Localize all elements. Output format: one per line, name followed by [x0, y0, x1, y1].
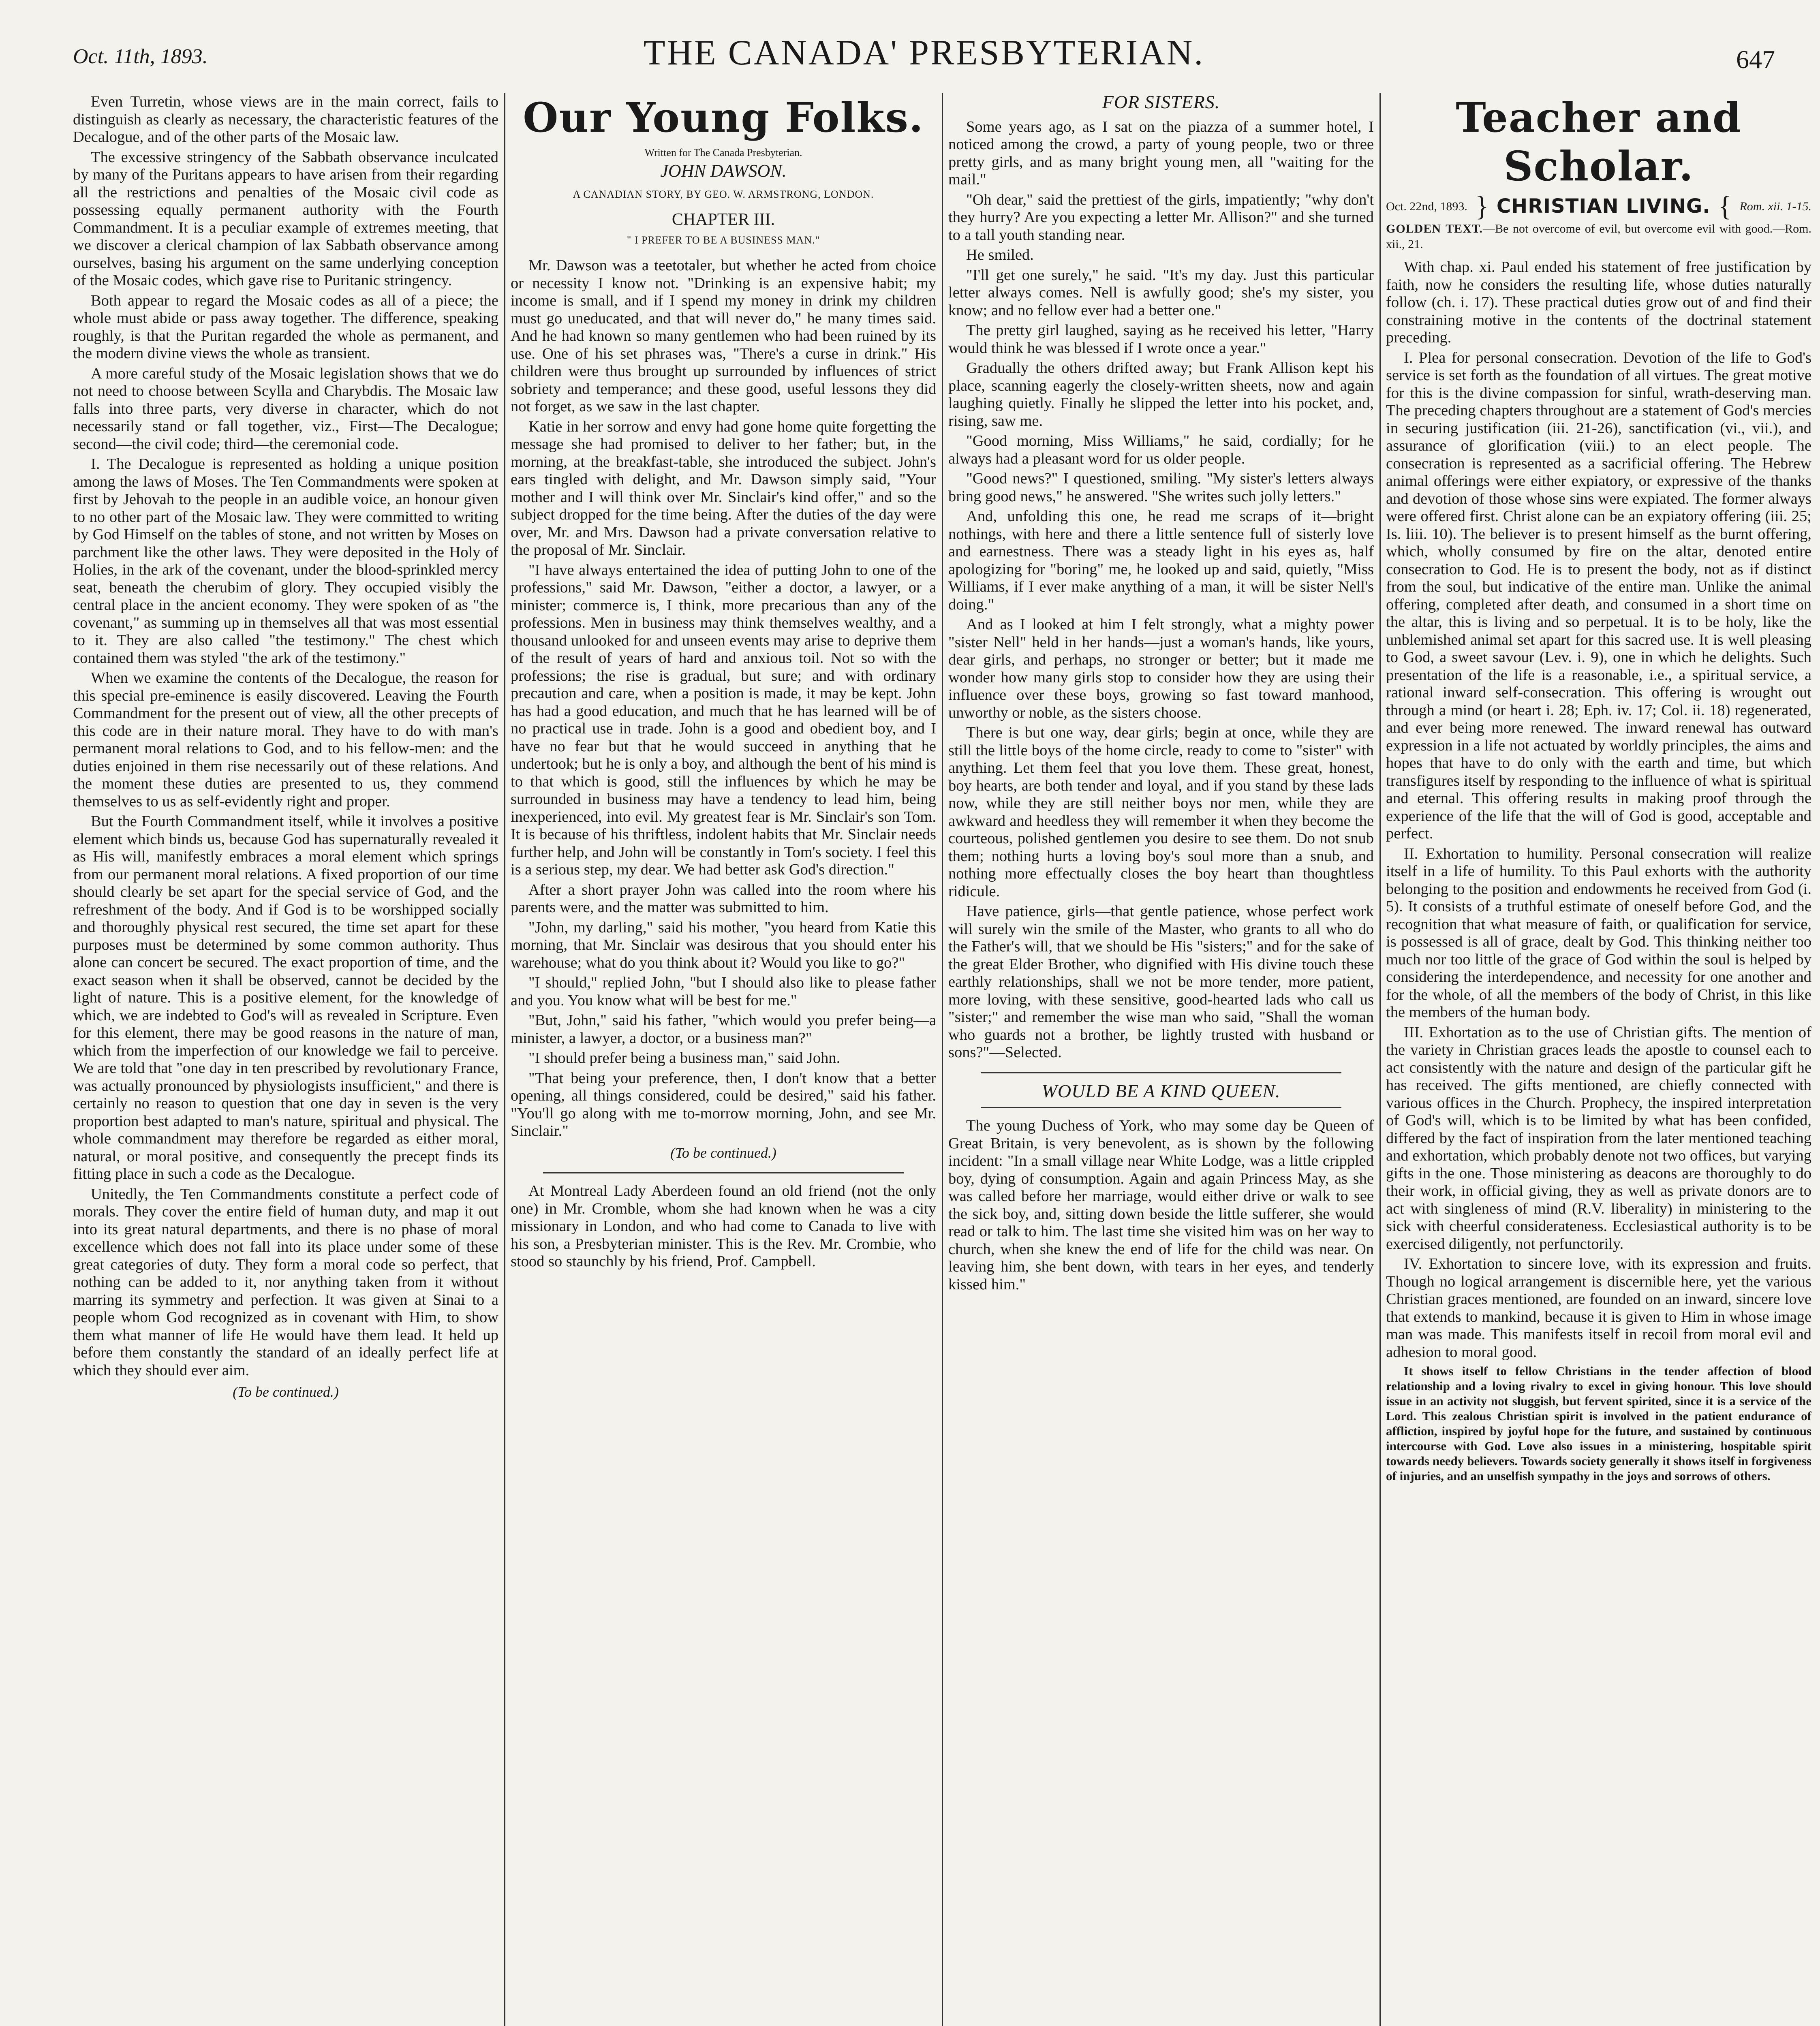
paragraph: With chap. xi. Paul ended his statement of free justification by faith, now he considers the resulting life, whose duties naturally follow (ch. i. 17). These practical duties grow out of and find their constraining motive in the contents of the doctrinal statement preceding.	[1386, 259, 1811, 346]
lesson-header	[1386, 191, 1811, 222]
lesson-date: Oct. 22nd, 1893.	[1386, 200, 1467, 213]
lesson-title: CHRISTIAN LIVING.	[1496, 195, 1711, 218]
column-divider	[942, 93, 943, 2026]
paragraph: Mr. Dawson was a teetotaler, but whether he acted from choice or necessity I know not. "Drinking is an expensive habit; my income is small, and if I spend my money in drink my children must go uneducated, and that will never do," he many times said. And he had known so many gentlemen who had been ruined by its use. One of his set phrases was, "There's a curse in drink." His children were thus brought up surrounded by influences of strict sobriety and temperance; and these good, useful lessons they did not forget, as we saw in the last chapter.	[511, 257, 936, 415]
paragraph: Both appear to regard the Mosaic codes as all of a piece; the whole must abide or pass away together. The difference, speaking roughly, is that the Puritan regarded the whole as permanent, and the modern divine views the whole as transient.	[73, 292, 498, 362]
paragraph: The young Duchess of York, who may some day be Queen of Great Britain, is very benevolent, as is shown by the following incident: "In a small village near White Lodge, was a little crippled boy, dying of consumption. Again and again Princess May, as she was called before her marriage, would either drive or walk to see the sick boy, and, sitting down beside the little sufferer, she would read or talk to him. The last time she visited him was on her way to church, when she knew the end of life for the child was near. On leaving him, she bent down, with tears in her eyes, and tenderly kissed him."	[948, 1117, 1374, 1293]
continued-note: (To be continued.)	[233, 1384, 339, 1400]
paragraph: Some years ago, as I sat on the piazza of a summer hotel, I noticed among the crowd, a party of young people, two or three pretty girls, and as many bright young men, all "waiting for the mail."	[948, 118, 1374, 188]
chapter-heading: CHAPTER III.	[672, 210, 775, 229]
section-divider	[543, 1172, 904, 1173]
paragraph: "Oh dear," said the prettiest of the girls, impatiently; "why don't they hurry? Are you expecting a letter Mr. Allison?" and she turned to a tall youth standing near.	[948, 191, 1374, 244]
column-4	[1386, 93, 1811, 2026]
paragraph: Even Turretin, whose views are in the main correct, fails to distinguish as clearly as necessary, the characteristic features of the Decalogue, and of the other parts of the Mosaic law.	[73, 93, 498, 145]
paragraph: I. Plea for personal consecration. Devotion of the life to God's service is set forth as the foundation of all virtues. The great motive for this is the divine compassion for sinful, wrath-deserving man. The preceding chapters throughout are a statement of God's mercies in securing justification (iii. 21-26), sanctification (vi., vii.), and assurance of glorification (viii.) to an elect people. The consecration is represented as a sacrificial offering. The Hebrew animal offerings were either expiatory, or expressive of the thanks and devotion of those whose sins were expiated. The former always were offered first. Christ alone can be an expiatory offering (iii. 25; Is. liii. 10). The believer is to present himself as the burnt offering, which, wholly consumed by fire on the altar, denoted entire consecration to God. He is to present the body, not as if distinct from the soul, but indicative of the entire man. Unlike the animal offering, completed after death, and consumed in a short time on the altar, this is living and so perpetual. It is to be holy, like the unblemished animal set apart for this sacred use. It is well pleasing to God, a sweet savour (Lev. i. 9), one in which he delights. Such presentation of the life is a reasonable, i.e., a spiritual service, a rational inward self-consecration. This offering is wrought out through a mind (or heart i. 28; Eph. iv. 17; Col. ii. 18) regenerated, and ever being more renewed. The inward renewal has outward expression in a life not actuated by worldly principles, the aims and hopes that have to do only with the earth and time, but which transfigures itself by responding to the influence of what is spiritual and eternal. This offering results in making proof through the experience of the life that the will of God is good, acceptable and perfect.	[1386, 349, 1811, 842]
paragraph: II. Exhortation to humility. Personal consecration will realize itself in a life of humility. To this Paul exhorts with the authority belonging to the position and endowments he received from God (i. 5). It consists of a truthful estimate of oneself before God, and the recognition that what measure of faith, or qualification for service, is possessed is all of grace, dealt by God. This thinking neither too much nor too little of the grace of God within the soul is helped by considering the interdependence, and necessity for one another and for the whole, of all the members of the body of Christ, in this like the members of the human body.	[1386, 845, 1811, 1021]
paragraph: At Montreal Lady Aberdeen found an old friend (not the only one) in Mr. Cromble, whom she had known when he was a city missionary in London, and who had come to Canada to live with his son, a Presbyterian minister. This is the Rev. Mr. Crombie, who stood so staunchly by his friend, Prof. Campbell.	[511, 1182, 936, 1270]
paragraph-fine-print: It shows itself to fellow Christians in the tender affection of blood relationship and a loving rivalry to excel in giving honour. This love should issue in an activity not sluggish, but fervent spirited, since it is a service of the Lord. This zealous Christian spirit is involved in the patient endurance of affliction, inspired by joyful hope for the future, and sustained by continuous intercourse with God. Love also issues in a ministering, hospitable spirit towards needy believers. Towards society generally it shows itself in forgiveness of injuries, and an unselfish sympathy in the joys and sorrows of others.	[1386, 1364, 1811, 1483]
paragraph: "I should prefer being a business man," said John.	[528, 1049, 840, 1066]
column-3	[948, 93, 1374, 2026]
newspaper-title: THE CANADA' PRESBYTERIAN.	[643, 33, 1205, 73]
golden-text-label: GOLDEN TEXT.	[1386, 222, 1483, 235]
section-header-young-folks: Our Young Folks.	[523, 94, 924, 141]
chapter-subheading: " I PREFER TO BE A BUSINESS MAN."	[627, 234, 820, 246]
paragraph: "John, my darling," said his mother, "you heard from Katie this morning, that Mr. Sinclair was desirous that you should enter his warehouse; what do you think about it? Would you like to go?"	[511, 919, 936, 971]
column-2	[511, 93, 936, 2026]
paragraph: And, unfolding this one, he read me scraps of it—bright nothings, with here and there a little sentence full of sisterly love and earnestness. There was a steady light in his eyes as, half apologizing for "boring" me, he looked up and said, quietly, "Miss Williams, if I ever make anything of a man, it will be sister Nell's doing."	[948, 508, 1374, 613]
paragraph: "But, John," said his father, "which would you prefer being—a minister, a lawyer, a doctor, or a business man?"	[511, 1012, 936, 1047]
paragraph: III. Exhortation as to the use of Christian gifts. The mention of the variety in Christian graces leads the apostle to counsel each to act consistently with the nature and design of the particular gift he has received. The gifts mentioned, are chiefly connected with various offices in the Church. Prophecy, the inspired interpretation of God's will, which is to be limited by what has been confided, differed by the fact of inspiration from the later mentioned teaching and exhortation, which probably denote not two offices, but varying gifts in the one. Those ministering as deacons are thoroughly to do their work, in official giving, they as well as private donors are to act with singleness of mind (R.V. liberality) in ministering to the sick with cheerful considerateness. Ecclesiastical authority is to be exercised diligently, not perfunctorily.	[1386, 1024, 1811, 1252]
section-divider	[981, 1072, 1341, 1073]
paragraph: Unitedly, the Ten Commandments constitute a perfect code of morals. They cover the entire field of human duty, and map it out into its great natural departments, and there is no phase of moral excellence which does not fall into its place under some of these great categories of duty. They form a moral code so perfect, that nothing can be added to it, nor anything taken from it without marring its symmetry and perfection. It was given at Sinai to a people whom God recognized as in covenant with Him, to show them what manner of life He would have them lead. It held up before them constantly the standard of an ideally perfect life at which they should ever aim.	[73, 1185, 498, 1379]
story-title: JOHN DAWSON.	[660, 161, 787, 181]
brace-glyph: }	[1475, 191, 1489, 222]
section-divider	[981, 1107, 1341, 1108]
paragraph: But the Fourth Commandment itself, while it involves a positive element which binds us, because God has supernaturally revealed it as His will, manifestly embraces a moral element which springs from our permanent moral relations. A fixed proportion of our time should clearly be set apart for the special service of God, and the refreshment of the body. And if God is to be worshipped socially and thoroughly physical rest secured, the time set apart for these purposes must be determined by some common authority. Thus alone can concert be secured. The exact proportion of time, and the exact season when it shall be observed, cannot be decided by the light of nature. This is a positive element, for the knowledge of which, we are indebted to God's will as revealed in Scripture. Even for this element, there may be good reasons in the nature of man, which from the imperfection of our knowledge we fail to perceive. We are told that "one day in ten prescribed by revolutionary France, was actually pronounced by physiologists insufficient," and there is certainly no reason to question that one day in seven is the very proportion best adapted to man's nature, spiritual and physical. The whole commandment may therefore be regarded as either moral, natural, or moral positive, and consequently the precept finds its fitting place in such a code as the Decalogue.	[73, 813, 498, 1182]
page-number: 647	[1736, 45, 1775, 74]
paragraph: "Good news?" I questioned, smiling. "My sister's letters always bring good news," he answered. "She writes such jolly letters."	[948, 470, 1374, 505]
section-header-for-sisters: FOR SISTERS.	[1102, 93, 1220, 112]
paragraph: Katie in her sorrow and envy had gone home quite forgetting the message she had promised to deliver to her father; but, in the morning, at the breakfast-table, she introduced the subject. John's ears tingled with delight, and Mr. Dawson simply said, "Your mother and I will think over Mr. Sinclair's kind offer," and so the subject dropped for the time being. After the duties of the day were over, Mr. and Mrs. Dawson had a private conversation relative to the proposal of Mr. Sinclair.	[511, 418, 936, 558]
lesson-reference: Rom. xii. 1-15.	[1739, 200, 1811, 213]
paragraph: The pretty girl laughed, saying as he received his letter, "Harry would think he was blessed if I wrote once a year."	[948, 322, 1374, 357]
paragraph: Have patience, girls—that gentle patience, whose perfect work will surely win the smile of the Master, who grants to all who do the Father's will, that we should be His "sisters;" and for the sake of the great Elder Brother, who dignified with His divine touch these earthly relationships, shall we not be more tender, more patient, more loving, with these sensitive, good-hearted lads who call us "sister;" and remember the wise man who said, "Shall the woman who guards not a brother, be lightly trusted with husband or sons?"—Selected.	[948, 903, 1374, 1061]
column-divider	[504, 93, 505, 2026]
paragraph: The excessive stringency of the Sabbath observance inculcated by many of the Puritans appears to have arisen from their regarding all the restrictions and penalties of the Mosaic civil code as possessing equally permanent authority with the Fourth Commandment. It is a peculiar example of extremes meeting, that we discover a clerical champion of lax Sabbath observance among ourselves, basing his argument on the same underlying conception of the Mosaic codes, which gave rise to Puritanic stringency.	[73, 148, 498, 289]
paragraph: After a short prayer John was called into the room where his parents were, and the matter was submitted to him.	[511, 881, 936, 916]
section-header-teacher-scholar: Teacher and Scholar.	[1456, 94, 1742, 190]
column-divider	[1379, 93, 1381, 2026]
paragraph: When we examine the contents of the Decalogue, the reason for this special pre-eminence is easily discovered. Leaving the Fourth Commandment for the present out of view, all the other precepts of this code are in their nature moral. They have to do with man's permanent moral relations to God, and to his fellow-men: and the duties enjoined in them rise necessarily out of these relations. And the moment these duties are presented to us, they commend themselves to us as self-evidently right and proper.	[73, 669, 498, 810]
paragraph: "I'll get one surely," he said. "It's my day. Just this particular letter always comes. Nell is awfully good; she's my sister, you know; and no fellow ever had a better one."	[948, 266, 1374, 319]
paragraph: I. The Decalogue is represented as holding a unique position among the laws of Moses. The Ten Commandments were spoken at first by Jehovah to the people in an audible voice, an honour given to no other part of the Mosaic law. They were committed to writing by God Himself on the tables of stone, and not written by Moses on parchment like the other laws. They were deposited in the Holy of Holies, in the ark of the covenant, under the blood-sprinkled mercy seat, beneath the cherubim of glory. They occupied visibly the central place in the ancient economy. They were spoken of as "the covenant," as summing up in themselves all that was most essential to it. They are also called "the testimony." The chest which contained them was styled "the ark of the testimony."	[73, 455, 498, 667]
paragraph: A more careful study of the Mosaic legislation shows that we do not need to choose between Scylla and Charybdis. The Mosaic law falls into three parts, very diverse in character, which do not necessarily stand or fall together, viz., First—The Decalogue; second—the civil code; third—the ceremonial code.	[73, 365, 498, 453]
paragraph: And as I looked at him I felt strongly, what a mighty power "sister Nell" held in her hands—just a woman's hands, like yours, dear girls, and perhaps, no stronger or better; but it made me wonder how many girls stop to consider how they are using their influence over these boys, growing so fast toward manhood, unworthy or noble, as the sisters choose.	[948, 616, 1374, 721]
golden-text	[1386, 221, 1811, 252]
written-for-line: Written for The Canada Presbyterian.	[644, 147, 802, 158]
paragraph: "That being your preference, then, I don't know that a better opening, all things considered, could be desired," said his father. "You'll go along with me to-morrow morning, John, and see Mr. Sinclair."	[511, 1069, 936, 1139]
paragraph: There is but one way, dear girls; begin at once, while they are still the little boys of the home circle, ready to come to "sister" with anything. Let them feel that you love them. These great, honest, boy hearts, are both tender and loyal, and if you stand by these lads now, while they are still neither boys nor men, while they are awkward and heedless they will remember it when they become the courteous, polished gentlemen you desire to see them. Do not snub them; nothing hurts a loving boy's soul more than a snub, and nothing more effectually closes the boy heart than thoughtless ridicule.	[948, 724, 1374, 900]
paragraph: "I should," replied John, "but I should also like to please father and you. You know what will be best for me."	[511, 974, 936, 1009]
golden-text-body: —Be not overcome of evil, but overcome evil with good.—Rom. xii., 21.	[1386, 222, 1811, 251]
paragraph: "I have always entertained the idea of putting John to one of the professions," said Mr. Dawson, "either a doctor, a lawyer, or a minister; commerce is, I think, more precarious than any of the professions. Men in business may think themselves wealthy, and a thousand unlooked for and unseen events may arise to deprive them of the result of years of hard and anxious toil. Not so with the professions; the rise is gradual, but sure; and with ordinary precaution and care, when a position is made, it may be kept. John has had a good education, and much that he has learned will be of no practical use in trade. John is a good and obedient boy, and I have no fear but that he would succeed in anything that he undertook; but he is only a boy, and although the bent of his mind is to that which is good, still the influences by which he may be surrounded in business may have a tendency to lead him, being inexperienced, into evil. My greatest fear is Mr. Sinclair's son Tom. It is because of his thriftless, indolent habits that Mr. Sinclair needs further help, and John will be constantly in Tom's society. I feel this is a serious step, my dear. We had better ask God's direction."	[511, 561, 936, 878]
section-header-kind-queen: WOULD BE A KIND QUEEN.	[1042, 1080, 1281, 1101]
brace-glyph: {	[1718, 191, 1732, 222]
paragraph: "Good morning, Miss Williams," he said, cordially; for he always had a pleasant word for us older people.	[948, 432, 1374, 467]
paragraph: Gradually the others drifted away; but Frank Allison kept his place, scanning eagerly the closely-written sheets, now and again laughing quietly. Finally he slipped the letter into his pocket, and, rising, saw me.	[948, 359, 1374, 430]
masthead	[73, 28, 1775, 85]
continued-note: (To be continued.)	[670, 1144, 776, 1161]
issue-date: Oct. 11th, 1893.	[73, 45, 208, 68]
paragraph: IV. Exhortation to sincere love, with its expression and fruits. Though no logical arrangement is discernible here, yet the various Christian graces mentioned, are founded on an inward, sincere love that extends to mankind, because it is given to Him in whose image man was made. This manifests itself in recoil from moral evil and adhesion to moral good.	[1386, 1255, 1811, 1361]
story-subtitle: A CANADIAN STORY, BY GEO. W. ARMSTRONG, LONDON.	[573, 188, 874, 200]
paragraph: He smiled.	[966, 246, 1034, 263]
column-1	[73, 93, 498, 2026]
